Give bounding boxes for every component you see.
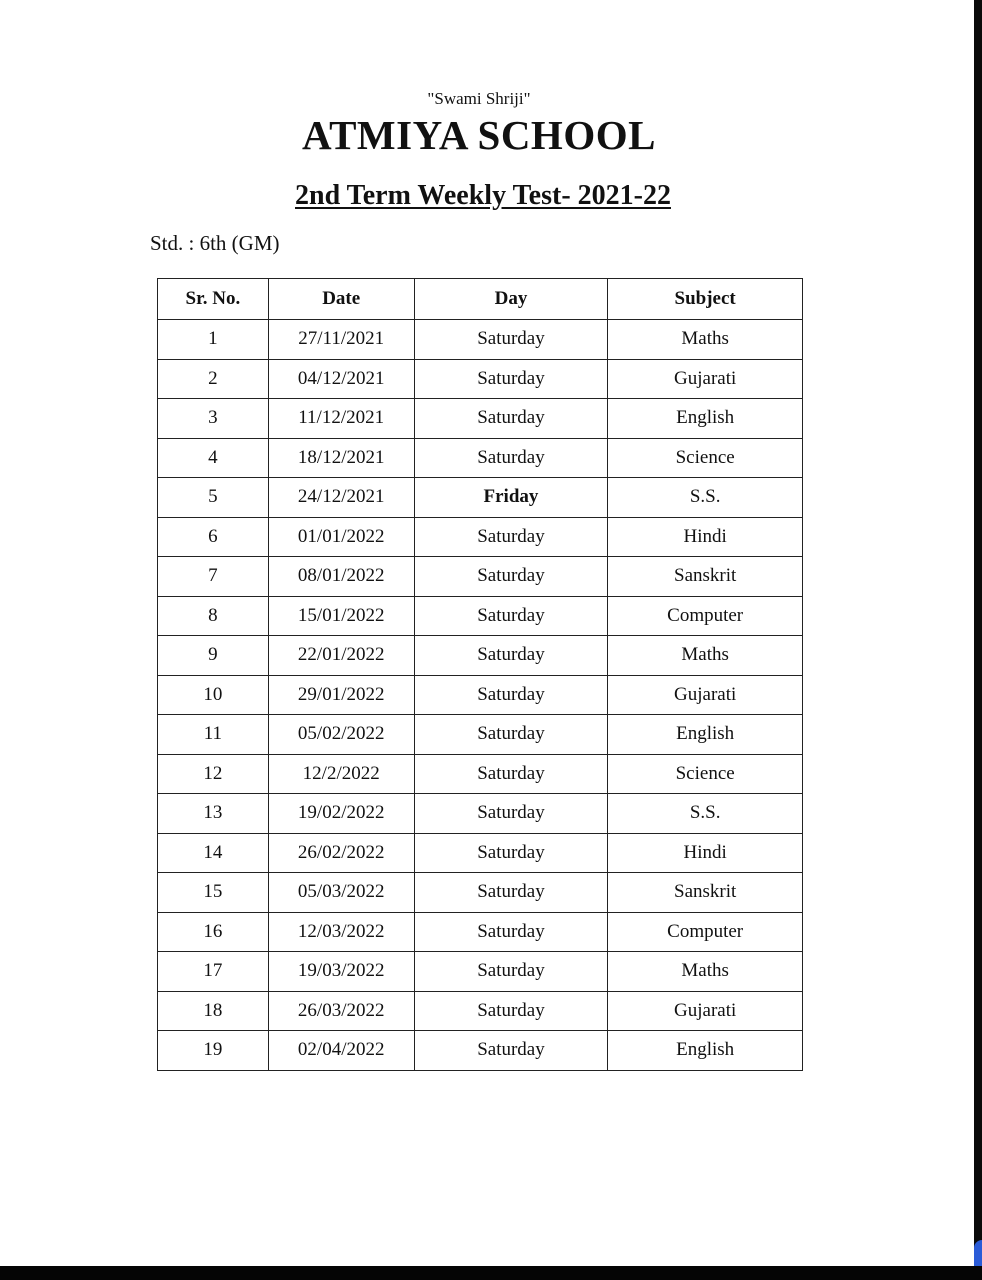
cell-subject: Science (608, 754, 803, 794)
test-schedule-table (157, 278, 803, 1071)
cell-date: 04/12/2021 (268, 359, 414, 399)
cell-subject: Maths (608, 320, 803, 360)
header-subject: Subject (608, 279, 803, 320)
cell-day: Saturday (414, 320, 608, 360)
cell-subject: Gujarati (608, 991, 803, 1031)
cell-day: Saturday (414, 754, 608, 794)
cell-sr-no: 4 (158, 438, 269, 478)
cell-date: 29/01/2022 (268, 675, 414, 715)
cell-subject: Sanskrit (608, 557, 803, 597)
cell-sr-no: 16 (158, 912, 269, 952)
cell-sr-no: 18 (158, 991, 269, 1031)
cell-day: Saturday (414, 1031, 608, 1071)
screen-edge-bottom (0, 1266, 982, 1280)
cell-date: 15/01/2022 (268, 596, 414, 636)
cell-sr-no: 13 (158, 794, 269, 834)
school-name: ATMIYA SCHOOL (302, 112, 656, 158)
cell-subject: Hindi (608, 517, 803, 557)
school-motto: "Swami Shriji" (427, 89, 531, 108)
cell-sr-no: 6 (158, 517, 269, 557)
cell-date: 12/2/2022 (268, 754, 414, 794)
standard-label: Std. : 6th (GM) (150, 231, 280, 255)
table-body (158, 320, 803, 1071)
screen-edge-right (974, 0, 982, 1266)
cell-sr-no: 3 (158, 399, 269, 439)
cell-date: 11/12/2021 (268, 399, 414, 439)
cell-subject: S.S. (608, 478, 803, 518)
cell-day: Saturday (414, 952, 608, 992)
table-row (158, 912, 803, 952)
cell-day: Saturday (414, 675, 608, 715)
cell-sr-no: 9 (158, 636, 269, 676)
cell-day: Saturday (414, 399, 608, 439)
cell-subject: Hindi (608, 833, 803, 873)
cell-sr-no: 1 (158, 320, 269, 360)
cell-sr-no: 11 (158, 715, 269, 755)
cell-sr-no: 7 (158, 557, 269, 597)
cell-date: 27/11/2021 (268, 320, 414, 360)
cell-day: Saturday (414, 715, 608, 755)
table-row (158, 991, 803, 1031)
cell-day: Saturday (414, 991, 608, 1031)
cell-date: 02/04/2022 (268, 1031, 414, 1071)
exam-title: 2nd Term Weekly Test- 2021-22 (295, 180, 671, 211)
table-row (158, 794, 803, 834)
cell-day: Saturday (414, 438, 608, 478)
header-sr-no: Sr. No. (158, 279, 269, 320)
cell-date: 19/02/2022 (268, 794, 414, 834)
cell-sr-no: 15 (158, 873, 269, 913)
cell-date: 18/12/2021 (268, 438, 414, 478)
table-row (158, 952, 803, 992)
header-date: Date (268, 279, 414, 320)
table-row (158, 873, 803, 913)
table-row (158, 478, 803, 518)
table-row (158, 675, 803, 715)
cell-date: 26/03/2022 (268, 991, 414, 1031)
cell-subject: Computer (608, 912, 803, 952)
cell-sr-no: 12 (158, 754, 269, 794)
cell-subject: Sanskrit (608, 873, 803, 913)
table-row (158, 833, 803, 873)
cell-day: Saturday (414, 833, 608, 873)
cell-date: 05/02/2022 (268, 715, 414, 755)
table-row (158, 438, 803, 478)
table-row (158, 636, 803, 676)
cell-day: Saturday (414, 912, 608, 952)
cell-sr-no: 2 (158, 359, 269, 399)
cell-day: Saturday (414, 359, 608, 399)
table-row (158, 320, 803, 360)
cell-sr-no: 17 (158, 952, 269, 992)
cell-subject: Gujarati (608, 359, 803, 399)
cell-subject: English (608, 399, 803, 439)
table-row (158, 557, 803, 597)
cell-subject: English (608, 1031, 803, 1071)
cell-day: Saturday (414, 596, 608, 636)
cell-subject: Gujarati (608, 675, 803, 715)
cell-date: 24/12/2021 (268, 478, 414, 518)
cell-subject: English (608, 715, 803, 755)
cell-sr-no: 14 (158, 833, 269, 873)
cell-day: Saturday (414, 636, 608, 676)
cell-date: 22/01/2022 (268, 636, 414, 676)
table-row (158, 715, 803, 755)
cell-date: 08/01/2022 (268, 557, 414, 597)
cell-day: Friday (414, 478, 608, 518)
cell-date: 01/01/2022 (268, 517, 414, 557)
cell-subject: Science (608, 438, 803, 478)
cell-date: 19/03/2022 (268, 952, 414, 992)
cell-date: 26/02/2022 (268, 833, 414, 873)
table-row (158, 517, 803, 557)
cell-subject: Maths (608, 952, 803, 992)
cell-subject: Computer (608, 596, 803, 636)
cell-subject: S.S. (608, 794, 803, 834)
cell-sr-no: 8 (158, 596, 269, 636)
table-row (158, 399, 803, 439)
cell-sr-no: 5 (158, 478, 269, 518)
cell-subject: Maths (608, 636, 803, 676)
header-day: Day (414, 279, 608, 320)
table-row (158, 754, 803, 794)
cell-date: 05/03/2022 (268, 873, 414, 913)
cell-day: Saturday (414, 794, 608, 834)
table-row (158, 1031, 803, 1071)
cell-sr-no: 10 (158, 675, 269, 715)
cell-day: Saturday (414, 873, 608, 913)
cell-date: 12/03/2022 (268, 912, 414, 952)
table-row (158, 359, 803, 399)
cell-sr-no: 19 (158, 1031, 269, 1071)
cell-day: Saturday (414, 517, 608, 557)
cell-day: Saturday (414, 557, 608, 597)
table-row (158, 596, 803, 636)
table-header-row (158, 279, 803, 320)
